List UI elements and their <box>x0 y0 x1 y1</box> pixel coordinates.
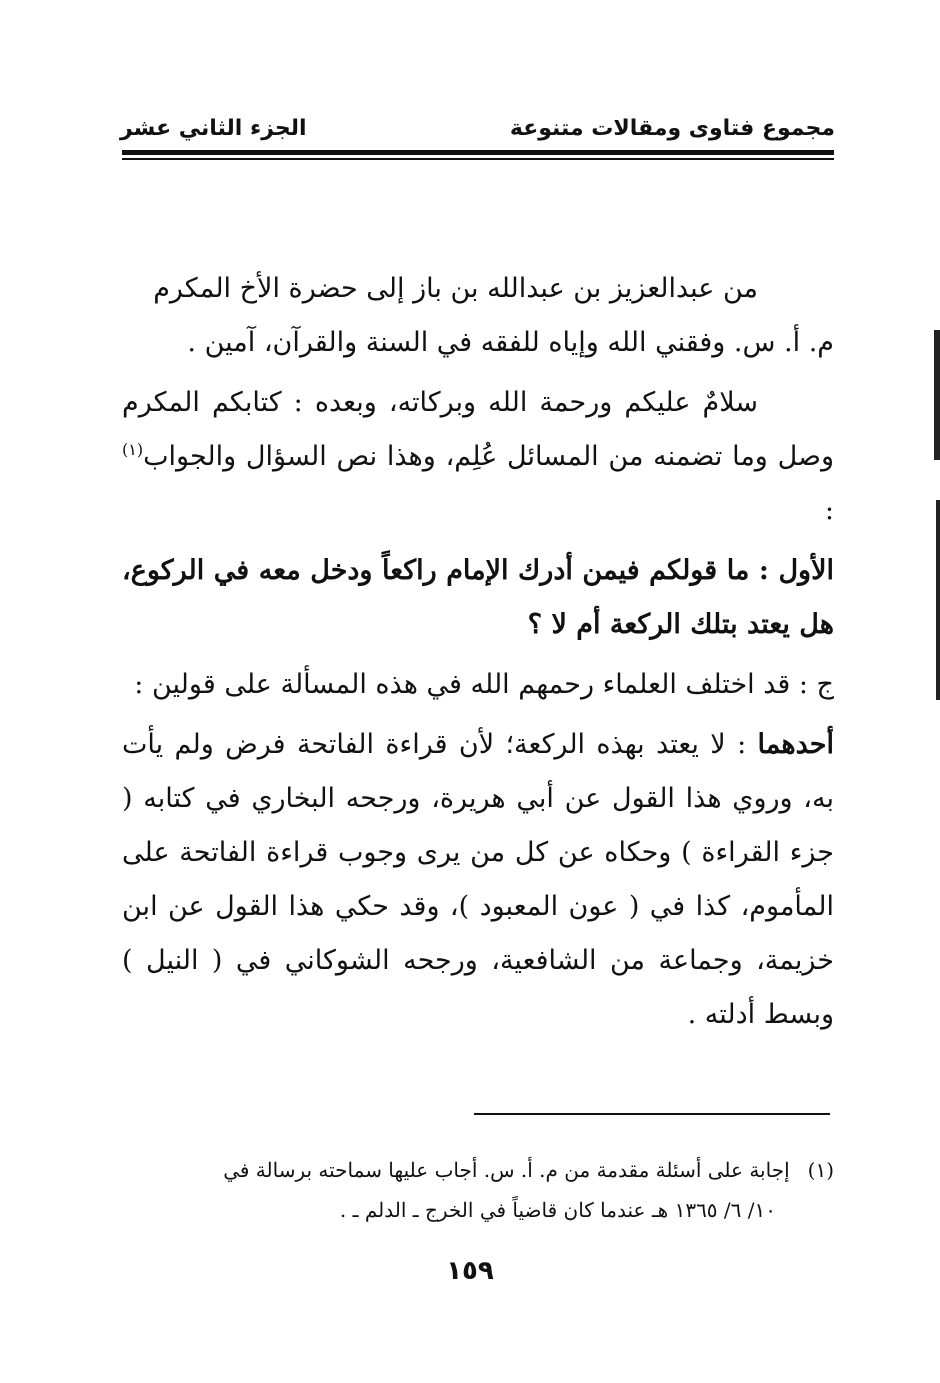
answer-1: ج : قد اختلف العلماء رحمهم الله في هذه المسألة على قولين : <box>134 669 834 700</box>
footnote-number: (١) <box>807 1158 834 1182</box>
running-header-volume: الجزء الثاني عشر <box>120 116 307 141</box>
greeting-paragraph <box>122 376 834 538</box>
footnote-separator <box>474 1113 830 1115</box>
main-text <box>122 262 834 1048</box>
first-opinion-label: أحدهما <box>757 729 834 760</box>
greeting-end: : <box>824 495 834 526</box>
first-opinion-paragraph <box>122 718 834 1042</box>
question-1: الأول : ما قولكم فيمن أدرك الإمام راكعاً ودخل معه في الركوع، هل يعتد بتلك الركعة أم لا ؟ <box>122 555 834 640</box>
first-opinion-text: : لا يعتد بهذه الركعة؛ لأن قراءة الفاتحة فرض ولم يأت به، وروي هذا القول عن أبي هريرة، ورجحه البخاري في كتابه ( جزء القراءة ) وحكاه عن كل من يرى وجوب قراءة الفاتحة على المأموم، كذا في ( عون المعبود )، وقد حكي هذا القول عن ابن خزيمة، وجماعة من الشافعية، ورجحه الشوكاني في ( النيل ) وبسط أدلته . <box>122 729 834 1030</box>
footnote <box>122 1150 834 1230</box>
footnote-reference: (١) <box>122 440 144 459</box>
page-number: ١٥٩ <box>446 1256 494 1286</box>
salutation-line-1: من عبدالعزيز بن عبدالله بن باز إلى حضرة الأخ المكرم <box>153 273 758 304</box>
header-rule-thin <box>122 158 834 160</box>
scan-edge-mark <box>934 330 940 460</box>
footnote-line-1: إجابة على أسئلة مقدمة من م. أ. س. أجاب عليها سماحته برسالة في <box>223 1158 790 1182</box>
footnote-line-2: ١٠/ ٦/ ١٣٦٥ هـ عندما كان قاضياً في الخرج ـ الدلم ـ . <box>339 1198 776 1222</box>
running-header-book-title: مجموع فتاوى ومقالات متنوعة <box>509 116 835 141</box>
salutation-paragraph <box>122 262 834 370</box>
scan-edge-mark <box>936 500 940 700</box>
greeting-text: سلامٌ عليكم ورحمة الله وبركاته، وبعده : كتابكم المكرم وصل وما تضمنه من المسائل عُلِم، وهذا نص السؤال والجواب <box>122 387 834 472</box>
salutation-line-2: م. أ. س. وفقني الله وإياه للفقه في السنة والقرآن، آمين . <box>187 327 834 358</box>
header-rule-thick <box>122 150 834 155</box>
